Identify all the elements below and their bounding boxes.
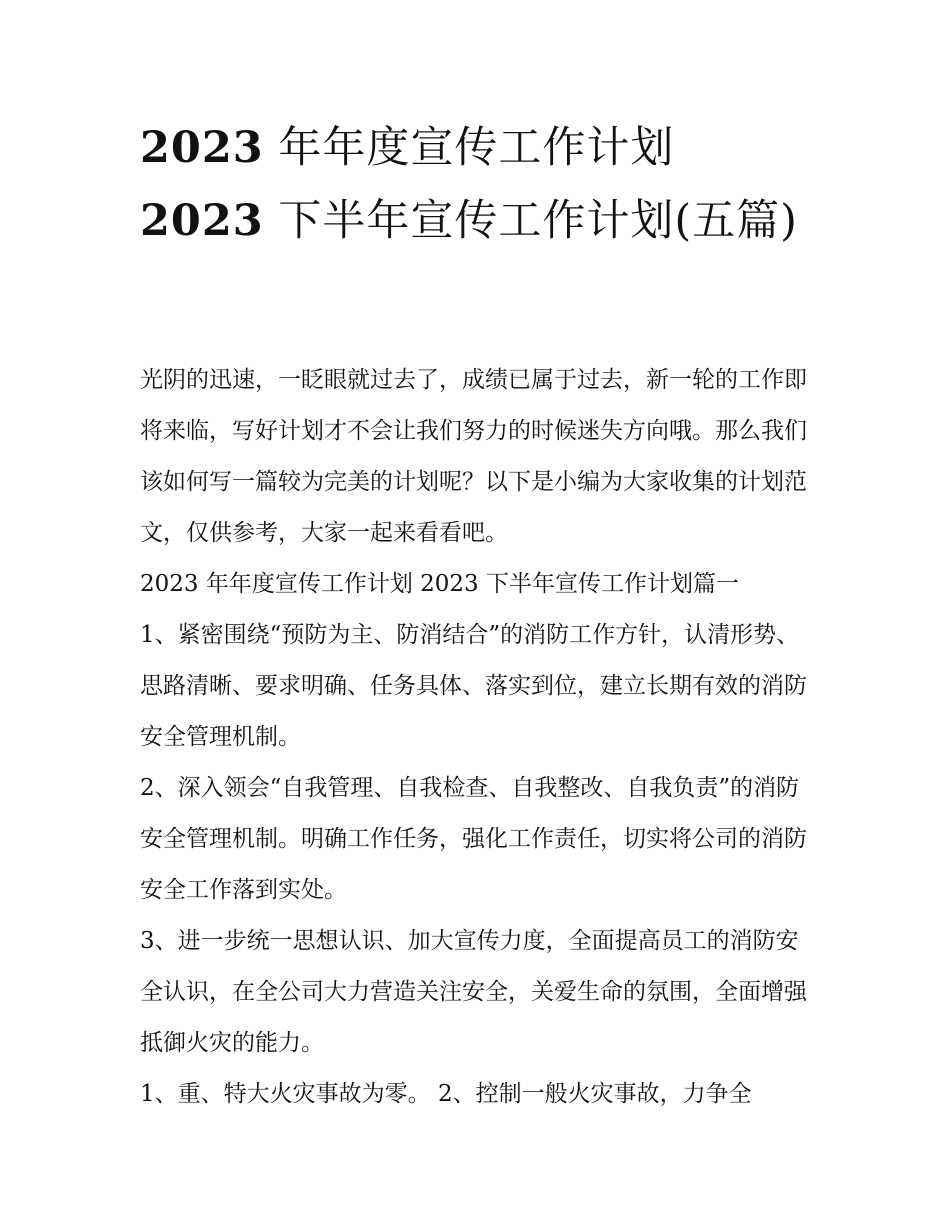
title-line1-text: 年年度宣传工作计划 bbox=[263, 123, 675, 173]
list-item-3: 3、进一步统一思想认识、加大宣传力度，全面提高员工的消防安全认识，在全公司大力营造关注安全，关爱生命的氛围，全面增强抵御火灾的能力。 bbox=[140, 928, 807, 1056]
title-line2-year: 2023 bbox=[140, 196, 264, 246]
list-item-2: 2、深入领会“自我管理、自我检查、自我整改、自我负责”的消防安全管理机制。明确工作任务，强化工作责任，切实将公司的消防安全工作落到实处。 bbox=[140, 775, 807, 903]
list-item-1: 1、紧密围绕“预防为主、防消结合”的消防工作方针，认清形势、思路清晰、要求明确、任务具体、落实到位，建立长期有效的消防安全管理机制。 bbox=[140, 622, 807, 750]
document-body bbox=[140, 355, 815, 1120]
goals-paragraph: 1、重、特大火灾事故为零。 2、控制一般火灾事故，力争全 bbox=[140, 1081, 752, 1107]
title-line2-text: 下半年宣传工作计划(五篇) bbox=[263, 196, 798, 246]
intro-paragraph: 光阴的迅速，一眨眼就过去了，成绩已属于过去，新一轮的工作即将来临，写好计划才不会让我们努力的时候迷失方向哦。那么我们该如何写一篇较为完美的计划呢？以下是小编为大家收集的计划范文，仅供参考，大家一起来看看吧。 bbox=[140, 367, 807, 546]
document-title bbox=[140, 112, 815, 258]
title-line1-year: 2023 bbox=[140, 123, 264, 173]
section-heading: 2023 年年度宣传工作计划 2023 下半年宣传工作计划篇一 bbox=[140, 571, 739, 597]
